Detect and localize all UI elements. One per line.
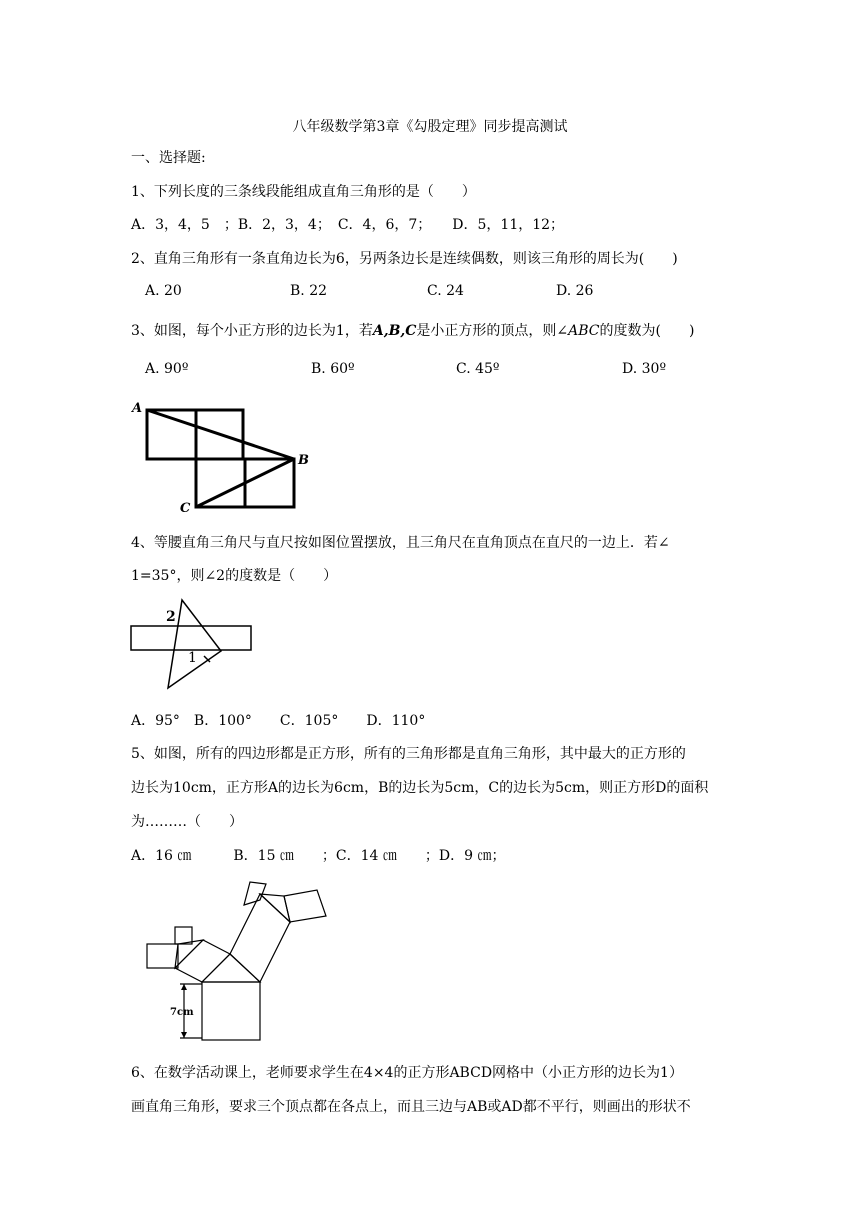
question-5-pythagoras-tree-figure [140,878,340,1050]
dimension-arrow-down [181,1032,187,1038]
question-3-text-mid: 是小正方形的顶点，则 [416,323,557,339]
ruler [131,626,251,650]
section-heading: 一、选择题: [131,150,206,166]
question-6-line-1: 6、在数学活动课上，老师要求学生在4×4的正方形ABCD网格中（小正方形的边长为1） [131,1065,683,1081]
question-2-option-b: B. 22 [290,283,328,299]
question-4-options: A．95° B．100° C．105° D．110° [131,713,426,729]
question-2-option-c: C. 24 [427,283,464,299]
square-a [147,944,178,968]
largest-square [202,982,260,1040]
question-2-option-d: D. 26 [556,283,594,299]
square-d [284,890,326,922]
question-3-option-c: C. 45º [456,361,500,377]
question-3-option-d: D. 30º [622,361,667,377]
question-1-options: A．3，4，5 ；B．2，3，4； C．4，6，7； D．5，11，12； [131,217,565,233]
left-square [175,940,230,982]
right-small-triangle [260,894,290,922]
right-triangle-main [202,954,260,982]
segment-ab [147,410,294,459]
question-5-line-3: 为………（ ） [131,814,243,830]
set-square [168,600,221,688]
angle-2-label: 2 [166,609,176,625]
label-a: A [132,401,143,416]
question-2-option-a: A. 20 [145,283,182,299]
question-3-text-pre: 3、如图，每个小正方形的边长为1，若 [131,323,373,339]
page-title: 八年级数学第3章《勾股定理》同步提高测试 [292,119,568,135]
question-3-angle: ∠ABC [556,323,600,339]
label-b: B [298,453,309,468]
question-5-options: A．16 ㎝ B．15 ㎝ ；C．14 ㎝ ；D．9 ㎝； [131,848,506,864]
question-3-text-post: 的度数为( ) [599,323,695,339]
question-4-line-2: 1=35°，则∠2的度数是（ ） [131,568,338,584]
question-6-line-2: 画直角三角形，要求三个顶点都在各点上，而且三边与AB或AD都不平行，则画出的形状不 [131,1099,691,1115]
right-square [230,894,290,982]
question-4-line-1: 4、等腰直角三角尺与直尺按如图位置摆放，且三角尺在直角顶点在直尺的一边上．若∠ [131,535,670,551]
dimension-label: 7cm [170,1007,194,1018]
question-3-points: A,B,C [372,323,417,339]
question-3-option-b: B. 60º [311,361,355,377]
question-3-grid-figure [126,398,326,518]
dimension-arrow-up [181,984,187,990]
question-4-ruler-figure [126,594,266,694]
question-3 [131,320,694,340]
question-3-option-a: A. 90º [145,361,189,377]
question-5-line-1: 5、如图，所有的四边形都是正方形，所有的三角形都是直角三角形，其中最大的正方形的 [131,746,686,762]
question-2: 2、直角三角形有一条直角边长为6，另两条边长是连续偶数，则该三角形的周长为( ) [131,251,678,267]
square-b [175,927,192,944]
angle-1-label: 1 [188,650,197,666]
question-1: 1、下列长度的三条线段能组成直角三角形的是（ ） [131,184,476,200]
label-c: C [180,501,191,516]
question-5-line-2: 边长为10cm，正方形A的边长为6cm，B的边长为5cm，C的边长为5cm，则正方形D的面积 [131,780,709,796]
square-c [244,882,266,905]
